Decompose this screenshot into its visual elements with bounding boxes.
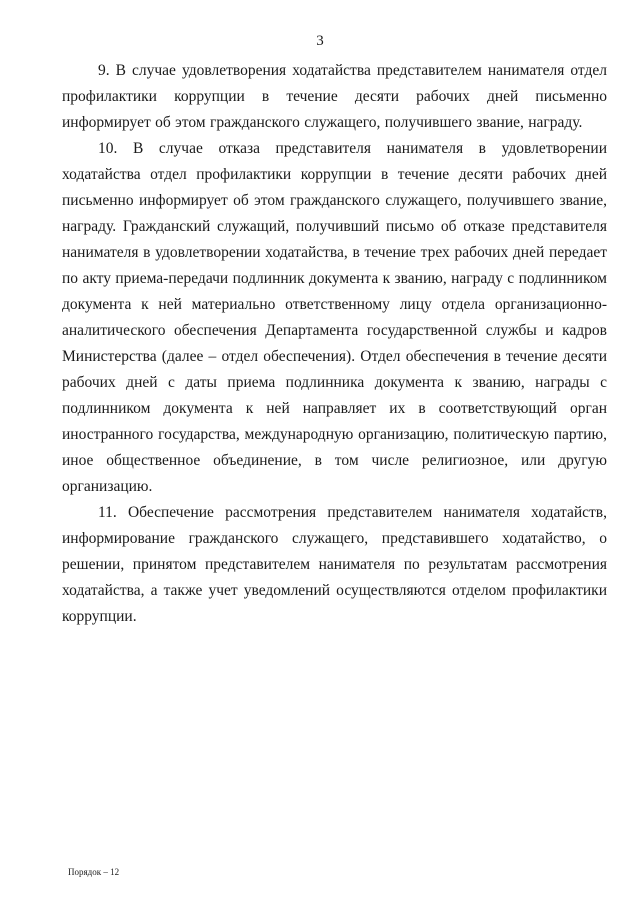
paragraph-item-11: 11. Обеспечение рассмотрения представителем нанимателя ходатайств, информирование гражданского служащего, представившего ходатайство, о решении, принятом представителем нанимателя по результатам рассмотрения ходатайства, а также учет уведомлений осуществляются отделом профилактики коррупции. [62, 504, 607, 625]
page-number: 3 [316, 33, 324, 49]
paragraph-item-10: 10. В случае отказа представителя нанимателя в удовлетворении ходатайства отдел профилактики коррупции в течение десяти рабочих дней письменно информирует об этом гражданского служащего, получившего звание, награду. Гражданский служащий, получивший письмо об отказе представителя нанимателя в удовлетворении ходатайства, в течение трех рабочих дней передает по акту приема-передачи подлинник документа к званию, награду с подлинником документа к ней материально ответственному лицу отдела организационно-аналитического обеспечения Департамента государственной службы и кадров Министерства (далее – отдел обеспечения). Отдел обеспечения в течение десяти рабочих дней с даты приема подлинника документа к званию, награды с подлинником документа к ней направляет их в соответствующий орган иностранного государства, международную организацию, политическую партию, иное общественное объединение, в том числе религиозное, или другую организацию. [62, 140, 607, 495]
footer-document-label: Порядок – 12 [68, 867, 120, 877]
paragraph-item-9: 9. В случае удовлетворения ходатайства представителем нанимателя отдел профилактики коррупции в течение десяти рабочих дней письменно информирует об этом гражданского служащего, получившего звание, награду. [62, 62, 607, 131]
document-body [62, 58, 607, 630]
